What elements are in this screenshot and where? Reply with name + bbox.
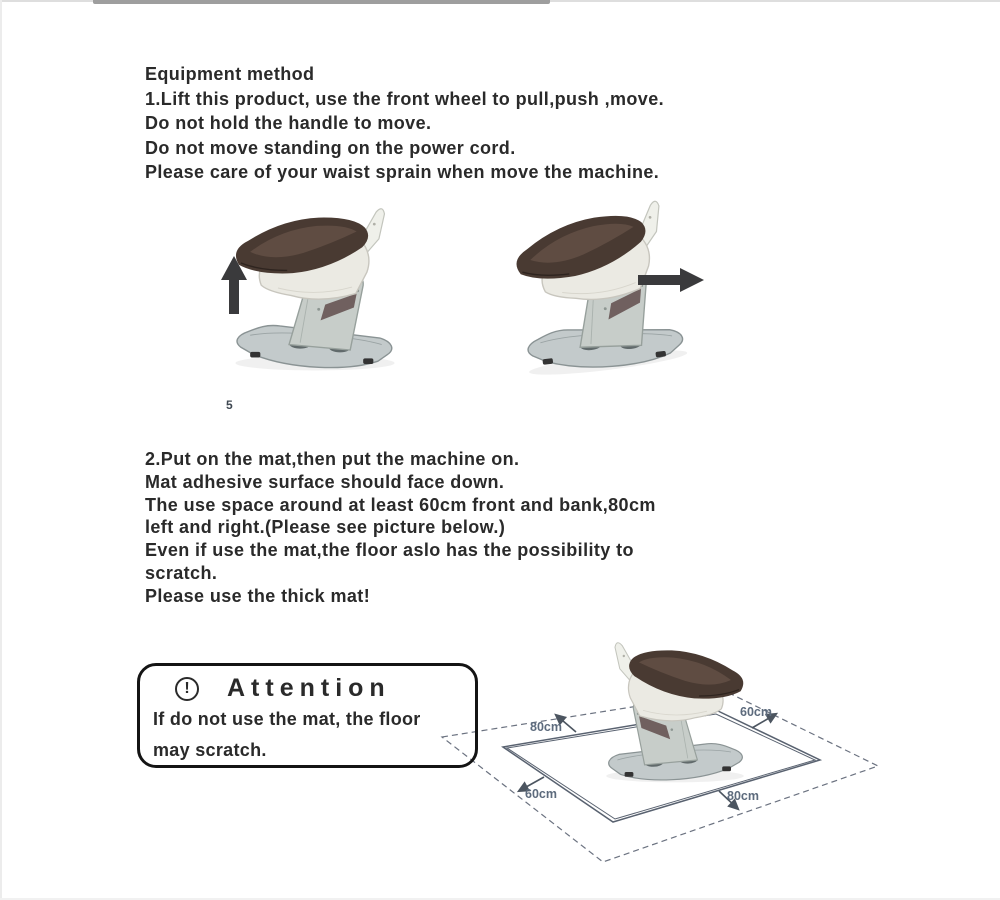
section1-line: Do not move standing on the power cord. — [145, 137, 516, 158]
section2-line: Mat adhesive surface should face down. — [145, 471, 505, 492]
top-scrollbar-remnant — [93, 0, 550, 4]
attention-header — [175, 674, 475, 703]
section2-line: scratch. — [145, 562, 218, 583]
machine-on-mat-figure — [606, 643, 744, 783]
attention-text-line: If do not use the mat, the floor — [153, 709, 421, 729]
equipment-method-section — [145, 62, 664, 185]
section1-line: Please care of your waist sprain when move the machine. — [145, 162, 660, 183]
exclamation-circle-icon: ! — [175, 677, 199, 701]
section2-line: The use space around at least 60cm front and bank,80cm — [145, 494, 656, 515]
mat-instructions-section — [145, 448, 656, 608]
attention-box — [137, 663, 478, 768]
dimension-label-bottom-right: 80cm — [727, 789, 759, 803]
section2-line: left and right.(Please see picture below.) — [145, 517, 506, 538]
mat-clearance-diagram — [430, 610, 910, 875]
section2-line: 2.Put on the mat,then put the machine on. — [145, 449, 520, 469]
attention-text-line: may scratch. — [153, 740, 267, 760]
section2-line: Even if use the mat,the floor aslo has the possibility to — [145, 540, 634, 561]
section1-line: Do not hold the handle to move. — [145, 113, 432, 134]
section2-line: Please use the thick mat! — [145, 585, 371, 606]
left-border-line — [0, 0, 2, 900]
page-number: 5 — [226, 398, 233, 412]
dimension-label-top-right: 60cm — [740, 705, 772, 719]
attention-title: Attention — [227, 674, 391, 702]
machine-lift-figure — [222, 200, 408, 376]
dimension-label-top-left: 80cm — [530, 720, 562, 734]
section1-heading: Equipment method — [145, 64, 315, 84]
right-arrow-icon — [638, 268, 704, 292]
section1-line: 1.Lift this product, use the front wheel to pull,push ,move. — [145, 88, 665, 109]
dimension-label-bottom-left: 60cm — [525, 787, 557, 801]
